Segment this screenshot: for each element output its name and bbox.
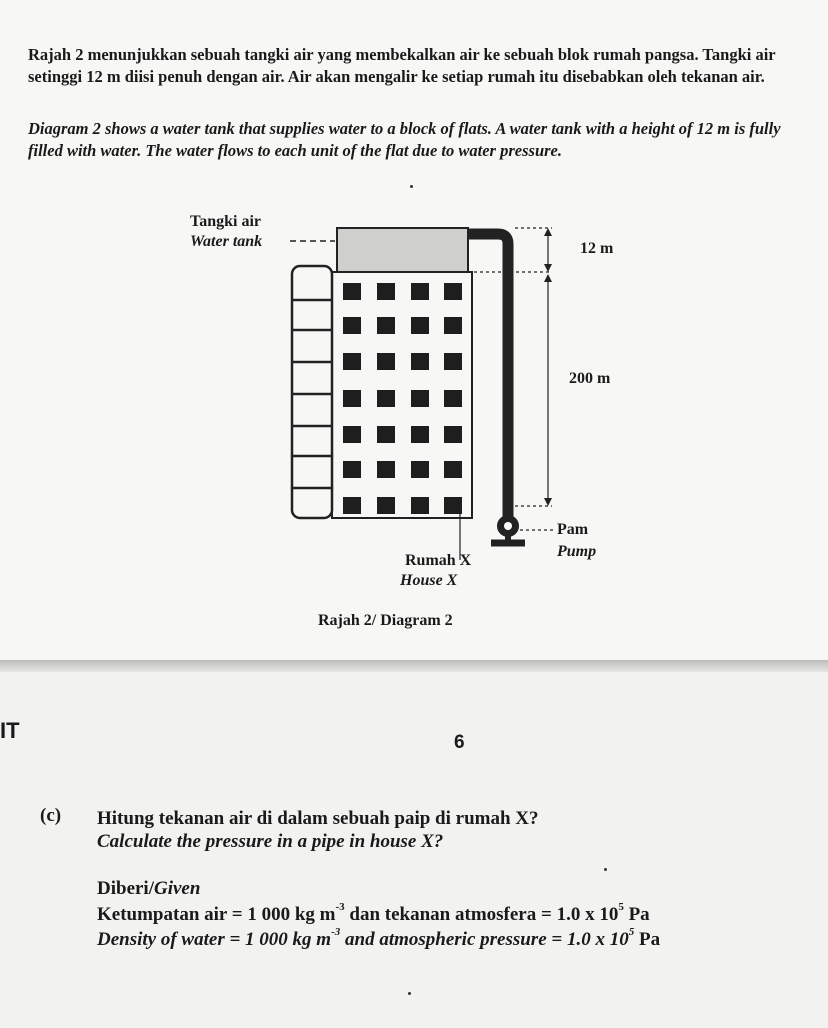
given-heading: Diberi/Given — [97, 878, 201, 899]
pump-label-malay: Pam — [557, 521, 589, 538]
height-tank-label: 12 m — [580, 240, 614, 257]
diagram-caption: Rajah 2/ Diagram 2 — [318, 612, 453, 629]
tank-label-english: Water tank — [190, 233, 263, 250]
question-english: Calculate the pressure in a pipe in house X? — [97, 831, 444, 852]
given-malay: Ketumpatan air = 1 000 kg $m^{-3}$ dan tekanan atmosfera = 1.0 x $10^5$ Pa — [97, 901, 650, 925]
speck — [604, 868, 607, 871]
page-number: 6 — [454, 732, 465, 753]
balcony-frame — [292, 266, 332, 518]
pipe — [468, 234, 508, 522]
given-english: Density of water = 1 000 kg $m^{-3}$ and atmospheric pressure = 1.0 x $10^5$ Pa — [97, 926, 661, 950]
intro-malay: Rajah 2 menunjukkan sebuah tangki air yang membekalkan air ke sebuah blok rumah pangsa. Tangki air setinggi 12 m diisi penuh dengan air. Air akan mengalir ke setiap rumah itu disebabkan oleh tekanan air. — [28, 45, 776, 86]
water-tank — [337, 228, 468, 272]
windows — [343, 283, 462, 514]
question-label: (c) — [40, 805, 62, 826]
height-pipe-label: 200 m — [569, 370, 611, 387]
pump-label-english: Pump — [557, 543, 597, 560]
intro-english: Diagram 2 shows a water tank that supplies water to a block of flats. A water tank with a height of 12 m is fully filled with water. The water flows to each unit of the flat due to water pressure. — [28, 119, 781, 160]
house-label-english: House X — [400, 572, 458, 589]
balcony-rails — [292, 300, 332, 488]
header-mark: IT — [0, 718, 20, 743]
tank-label-malay: Tangki air — [190, 213, 261, 230]
question-malay: Hitung tekanan air di dalam sebuah paip di rumah X? — [97, 808, 539, 829]
speck — [408, 992, 411, 995]
house-label-malay: Rumah X — [405, 552, 472, 569]
